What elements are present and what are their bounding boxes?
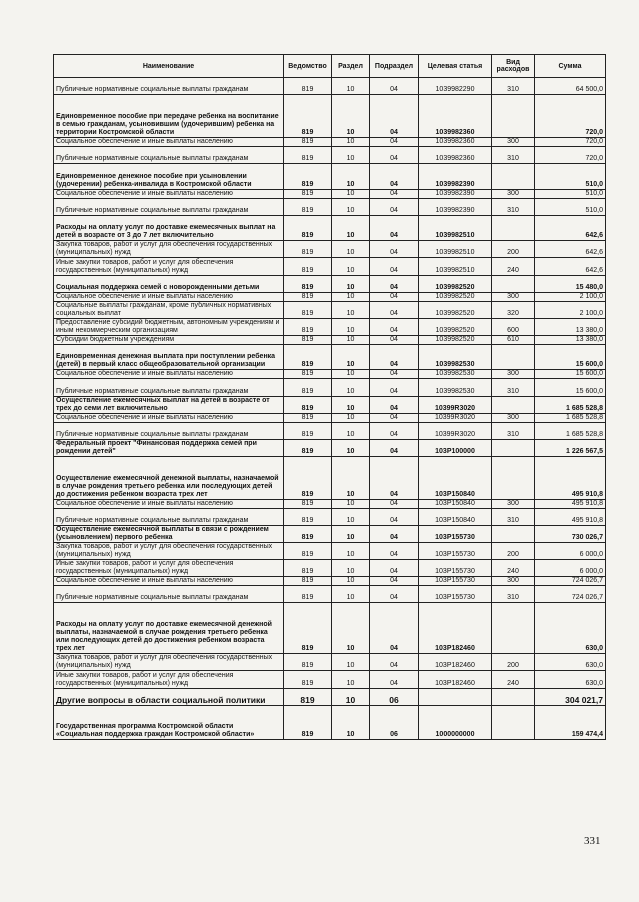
cell-razdel: 10 xyxy=(332,576,370,585)
cell-vid: 320 xyxy=(492,301,535,318)
cell-podrazdel: 04 xyxy=(370,292,419,301)
table-row xyxy=(54,499,606,508)
table-row xyxy=(54,292,606,301)
cell-name: Социальное обеспечение и иные выплаты населению xyxy=(54,499,284,508)
cell-vedomstvo: 819 xyxy=(284,370,332,379)
cell-razdel: 10 xyxy=(332,456,370,499)
cell-razdel: 10 xyxy=(332,705,370,739)
table-row xyxy=(54,344,606,370)
cell-name: Расходы на оплату услуг по доставке ежемесячных выплат на детей в возрасте от 3 до 7 лет включительно xyxy=(54,215,284,241)
cell-name: Осуществление ежемесячных выплат на детей в возрасте от трех до семи лет включительно xyxy=(54,396,284,413)
cell-vid: 610 xyxy=(492,335,535,344)
cell-target: 103P155730 xyxy=(419,542,492,559)
cell-vid: 200 xyxy=(492,241,535,258)
cell-name: Публичные нормативные социальные выплаты гражданам xyxy=(54,422,284,439)
cell-podrazdel: 04 xyxy=(370,95,419,138)
cell-podrazdel: 04 xyxy=(370,241,419,258)
cell-razdel: 10 xyxy=(332,413,370,422)
cell-vid: 300 xyxy=(492,370,535,379)
table-row xyxy=(54,576,606,585)
table-row xyxy=(54,422,606,439)
cell-summa: 1 226 567,5 xyxy=(535,439,606,456)
cell-name: Социальное обеспечение и иные выплаты населению xyxy=(54,413,284,422)
table-header-row xyxy=(54,55,606,78)
cell-name: Публичные нормативные социальные выплаты гражданам xyxy=(54,198,284,215)
cell-name: Единовременное пособие при передаче ребенка на воспитание в семью гражданам, усыновившим (удочерившим) ребенка на территории Костромской области xyxy=(54,95,284,138)
cell-target: 103P155730 xyxy=(419,525,492,542)
cell-name: Публичные нормативные социальные выплаты гражданам xyxy=(54,508,284,525)
cell-target: 1039982520 xyxy=(419,275,492,292)
cell-target: 1039982360 xyxy=(419,95,492,138)
cell-podrazdel: 04 xyxy=(370,137,419,146)
cell-vid: 300 xyxy=(492,413,535,422)
table-row xyxy=(54,335,606,344)
cell-podrazdel: 04 xyxy=(370,163,419,189)
header-vid: Вид расходов xyxy=(492,55,535,78)
cell-vedomstvo: 819 xyxy=(284,146,332,163)
cell-vid: 310 xyxy=(492,508,535,525)
table-row xyxy=(54,456,606,499)
cell-name: Закупка товаров, работ и услуг для обеспечения государственных (муниципальных) нужд xyxy=(54,241,284,258)
table-row xyxy=(54,78,606,95)
cell-summa: 510,0 xyxy=(535,198,606,215)
cell-vid xyxy=(492,95,535,138)
cell-podrazdel: 04 xyxy=(370,508,419,525)
cell-razdel: 10 xyxy=(332,559,370,576)
cell-vid: 300 xyxy=(492,292,535,301)
cell-name: Иные закупки товаров, работ и услуг для обеспечения государственных (муниципальных) нужд xyxy=(54,559,284,576)
header-razdel: Раздел xyxy=(332,55,370,78)
cell-razdel: 10 xyxy=(332,688,370,705)
cell-podrazdel: 04 xyxy=(370,422,419,439)
cell-razdel: 10 xyxy=(332,318,370,335)
cell-target: 103P100000 xyxy=(419,439,492,456)
header-name: Наименование xyxy=(54,55,284,78)
cell-target: 103P155730 xyxy=(419,559,492,576)
cell-razdel: 10 xyxy=(332,542,370,559)
table-row xyxy=(54,370,606,379)
cell-vid xyxy=(492,688,535,705)
cell-vid: 310 xyxy=(492,585,535,602)
cell-vedomstvo: 819 xyxy=(284,688,332,705)
cell-target: 1039982530 xyxy=(419,344,492,370)
table-row xyxy=(54,137,606,146)
cell-podrazdel: 04 xyxy=(370,456,419,499)
cell-summa: 15 600,0 xyxy=(535,344,606,370)
cell-vid: 240 xyxy=(492,258,535,275)
cell-podrazdel: 04 xyxy=(370,370,419,379)
header-target: Целевая статья xyxy=(419,55,492,78)
cell-summa: 1 685 528,8 xyxy=(535,396,606,413)
cell-vid xyxy=(492,163,535,189)
cell-razdel: 10 xyxy=(332,137,370,146)
budget-table xyxy=(53,54,606,740)
cell-target: 1039982520 xyxy=(419,335,492,344)
cell-razdel: 10 xyxy=(332,396,370,413)
cell-name: Публичные нормативные социальные выплаты гражданам xyxy=(54,585,284,602)
cell-razdel: 10 xyxy=(332,344,370,370)
table-row xyxy=(54,163,606,189)
cell-vedomstvo: 819 xyxy=(284,508,332,525)
table-row xyxy=(54,318,606,335)
table-row xyxy=(54,508,606,525)
cell-name: Социальное обеспечение и иные выплаты населению xyxy=(54,137,284,146)
cell-razdel: 10 xyxy=(332,335,370,344)
cell-vedomstvo: 819 xyxy=(284,542,332,559)
cell-vid xyxy=(492,275,535,292)
cell-razdel: 10 xyxy=(332,654,370,671)
table-row xyxy=(54,275,606,292)
cell-razdel: 10 xyxy=(332,292,370,301)
cell-vid: 200 xyxy=(492,654,535,671)
cell-vedomstvo: 819 xyxy=(284,422,332,439)
cell-target: 103P182460 xyxy=(419,654,492,671)
cell-podrazdel: 04 xyxy=(370,413,419,422)
cell-summa: 720,0 xyxy=(535,137,606,146)
table-row xyxy=(54,215,606,241)
cell-name: Социальное обеспечение и иные выплаты населению xyxy=(54,292,284,301)
cell-name: Социальная поддержка семей с новорожденными детьми xyxy=(54,275,284,292)
cell-podrazdel: 04 xyxy=(370,585,419,602)
cell-razdel: 10 xyxy=(332,78,370,95)
cell-vedomstvo: 819 xyxy=(284,163,332,189)
page-number: 331 xyxy=(584,835,601,847)
cell-summa: 15 600,0 xyxy=(535,379,606,396)
cell-summa: 724 026,7 xyxy=(535,576,606,585)
cell-vedomstvo: 819 xyxy=(284,439,332,456)
cell-razdel: 10 xyxy=(332,275,370,292)
cell-podrazdel: 04 xyxy=(370,439,419,456)
table-row xyxy=(54,189,606,198)
cell-razdel: 10 xyxy=(332,215,370,241)
cell-vid xyxy=(492,603,535,654)
cell-podrazdel: 04 xyxy=(370,146,419,163)
cell-summa: 13 380,0 xyxy=(535,335,606,344)
cell-razdel: 10 xyxy=(332,95,370,138)
cell-podrazdel: 04 xyxy=(370,379,419,396)
cell-vid xyxy=(492,396,535,413)
cell-summa: 1 685 528,8 xyxy=(535,422,606,439)
cell-vedomstvo: 819 xyxy=(284,413,332,422)
cell-vedomstvo: 819 xyxy=(284,215,332,241)
cell-target xyxy=(419,688,492,705)
cell-name: Федеральный проект "Финансовая поддержка семей при рождении детей" xyxy=(54,439,284,456)
cell-vid: 310 xyxy=(492,78,535,95)
cell-vedomstvo: 819 xyxy=(284,603,332,654)
cell-vedomstvo: 819 xyxy=(284,671,332,688)
cell-vedomstvo: 819 xyxy=(284,705,332,739)
cell-vedomstvo: 819 xyxy=(284,137,332,146)
cell-vedomstvo: 819 xyxy=(284,396,332,413)
cell-vedomstvo: 819 xyxy=(284,585,332,602)
cell-razdel: 10 xyxy=(332,422,370,439)
cell-name: Государственная программа Костромской области «Социальная поддержка граждан Костромской области» xyxy=(54,705,284,739)
cell-name: Расходы на оплату услуг по доставке ежемесячной денежной выплаты, назначаемой в случае рождения третьего ребенка или последующих детей до достижения ребенком возраста трех лет xyxy=(54,603,284,654)
cell-name: Закупка товаров, работ и услуг для обеспечения государственных (муниципальных) нужд xyxy=(54,654,284,671)
cell-vid: 300 xyxy=(492,576,535,585)
cell-vedomstvo: 819 xyxy=(284,275,332,292)
cell-podrazdel: 04 xyxy=(370,344,419,370)
cell-summa: 159 474,4 xyxy=(535,705,606,739)
cell-name: Социальные выплаты гражданам, кроме публичных нормативных социальных выплат xyxy=(54,301,284,318)
cell-name: Иные закупки товаров, работ и услуг для обеспечения государственных (муниципальных) нужд xyxy=(54,258,284,275)
table-body xyxy=(54,78,606,740)
cell-name: Закупка товаров, работ и услуг для обеспечения государственных (муниципальных) нужд xyxy=(54,542,284,559)
cell-vedomstvo: 819 xyxy=(284,301,332,318)
cell-summa: 6 000,0 xyxy=(535,542,606,559)
table-row xyxy=(54,705,606,739)
cell-target: 10399R3020 xyxy=(419,413,492,422)
cell-vedomstvo: 819 xyxy=(284,499,332,508)
cell-razdel: 10 xyxy=(332,189,370,198)
cell-target: 103P150840 xyxy=(419,456,492,499)
cell-name: Социальное обеспечение и иные выплаты населению xyxy=(54,189,284,198)
table-row xyxy=(54,525,606,542)
cell-summa: 495 910,8 xyxy=(535,499,606,508)
cell-vedomstvo: 819 xyxy=(284,379,332,396)
cell-razdel: 10 xyxy=(332,198,370,215)
cell-razdel: 10 xyxy=(332,525,370,542)
cell-vid: 200 xyxy=(492,542,535,559)
table-row xyxy=(54,146,606,163)
cell-podrazdel: 04 xyxy=(370,525,419,542)
cell-podrazdel: 04 xyxy=(370,576,419,585)
cell-name: Осуществление ежемесячной денежной выплаты, назначаемой в случае рождения третьего ребенка или последующих детей до достижения ребенком возраста трех лет xyxy=(54,456,284,499)
cell-name: Другие вопросы в области социальной политики xyxy=(54,688,284,705)
cell-summa: 642,6 xyxy=(535,258,606,275)
cell-summa: 1 685 528,8 xyxy=(535,413,606,422)
cell-target: 1039982510 xyxy=(419,215,492,241)
cell-summa: 2 100,0 xyxy=(535,301,606,318)
cell-podrazdel: 04 xyxy=(370,396,419,413)
cell-summa: 495 910,8 xyxy=(535,456,606,499)
cell-podrazdel: 04 xyxy=(370,542,419,559)
table-row xyxy=(54,603,606,654)
cell-vedomstvo: 819 xyxy=(284,95,332,138)
cell-vedomstvo: 819 xyxy=(284,78,332,95)
cell-razdel: 10 xyxy=(332,499,370,508)
cell-summa: 724 026,7 xyxy=(535,585,606,602)
cell-vedomstvo: 819 xyxy=(284,456,332,499)
cell-razdel: 10 xyxy=(332,163,370,189)
cell-vedomstvo: 819 xyxy=(284,559,332,576)
cell-summa: 630,0 xyxy=(535,654,606,671)
cell-podrazdel: 04 xyxy=(370,671,419,688)
cell-podrazdel: 04 xyxy=(370,78,419,95)
table-row xyxy=(54,559,606,576)
cell-target: 103P155730 xyxy=(419,585,492,602)
table-row xyxy=(54,671,606,688)
cell-podrazdel: 04 xyxy=(370,215,419,241)
cell-summa: 642,6 xyxy=(535,215,606,241)
cell-vedomstvo: 819 xyxy=(284,525,332,542)
cell-summa: 2 100,0 xyxy=(535,292,606,301)
cell-vid: 300 xyxy=(492,499,535,508)
cell-razdel: 10 xyxy=(332,671,370,688)
cell-name: Субсидии бюджетным учреждениям xyxy=(54,335,284,344)
table-row xyxy=(54,413,606,422)
cell-razdel: 10 xyxy=(332,301,370,318)
cell-vid: 300 xyxy=(492,137,535,146)
cell-target: 103P155730 xyxy=(419,576,492,585)
cell-razdel: 10 xyxy=(332,370,370,379)
cell-summa: 720,0 xyxy=(535,146,606,163)
cell-vid: 600 xyxy=(492,318,535,335)
cell-podrazdel: 04 xyxy=(370,275,419,292)
cell-name: Социальное обеспечение и иные выплаты населению xyxy=(54,370,284,379)
cell-name: Единовременное денежное пособие при усыновлении (удочерении) ребенка-инвалида в Костромской области xyxy=(54,163,284,189)
table-row xyxy=(54,198,606,215)
cell-target: 10399R3020 xyxy=(419,422,492,439)
cell-vedomstvo: 819 xyxy=(284,258,332,275)
cell-target: 1039982390 xyxy=(419,163,492,189)
cell-razdel: 10 xyxy=(332,585,370,602)
cell-razdel: 10 xyxy=(332,439,370,456)
cell-summa: 64 500,0 xyxy=(535,78,606,95)
cell-razdel: 10 xyxy=(332,146,370,163)
cell-vid xyxy=(492,439,535,456)
cell-summa: 495 910,8 xyxy=(535,508,606,525)
cell-razdel: 10 xyxy=(332,241,370,258)
cell-target: 103P150840 xyxy=(419,508,492,525)
cell-vid: 310 xyxy=(492,422,535,439)
header-summa: Сумма xyxy=(535,55,606,78)
table-row xyxy=(54,439,606,456)
cell-target: 103P150840 xyxy=(419,499,492,508)
cell-name: Предоставление субсидий бюджетным, автономным учреждениям и иным некоммерческим организациям xyxy=(54,318,284,335)
cell-vedomstvo: 819 xyxy=(284,241,332,258)
cell-vid: 310 xyxy=(492,379,535,396)
table-row xyxy=(54,258,606,275)
cell-vedomstvo: 819 xyxy=(284,318,332,335)
cell-vedomstvo: 819 xyxy=(284,344,332,370)
cell-target: 1000000000 xyxy=(419,705,492,739)
cell-summa: 304 021,7 xyxy=(535,688,606,705)
cell-target: 1039982520 xyxy=(419,292,492,301)
cell-podrazdel: 04 xyxy=(370,559,419,576)
cell-target: 1039982360 xyxy=(419,137,492,146)
cell-target: 103P182460 xyxy=(419,671,492,688)
cell-vid xyxy=(492,525,535,542)
cell-target: 1039982390 xyxy=(419,189,492,198)
cell-target: 1039982360 xyxy=(419,146,492,163)
cell-name: Публичные нормативные социальные выплаты гражданам xyxy=(54,146,284,163)
cell-name: Осуществление ежемесячной выплаты в связи с рождением (усыновлением) первого ребенка xyxy=(54,525,284,542)
cell-name: Иные закупки товаров, работ и услуг для обеспечения государственных (муниципальных) нужд xyxy=(54,671,284,688)
cell-podrazdel: 04 xyxy=(370,335,419,344)
table-row xyxy=(54,688,606,705)
cell-summa: 6 000,0 xyxy=(535,559,606,576)
cell-vid: 240 xyxy=(492,671,535,688)
table-row xyxy=(54,379,606,396)
cell-target: 1039982510 xyxy=(419,241,492,258)
cell-podrazdel: 04 xyxy=(370,318,419,335)
cell-razdel: 10 xyxy=(332,603,370,654)
cell-vid xyxy=(492,456,535,499)
cell-razdel: 10 xyxy=(332,258,370,275)
table-row xyxy=(54,95,606,138)
cell-summa: 510,0 xyxy=(535,163,606,189)
cell-vid xyxy=(492,705,535,739)
cell-podrazdel: 04 xyxy=(370,258,419,275)
cell-podrazdel: 06 xyxy=(370,705,419,739)
cell-vid: 310 xyxy=(492,146,535,163)
cell-podrazdel: 04 xyxy=(370,499,419,508)
cell-target: 1039982520 xyxy=(419,301,492,318)
cell-summa: 630,0 xyxy=(535,603,606,654)
cell-target: 10399R3020 xyxy=(419,396,492,413)
cell-target: 1039982530 xyxy=(419,379,492,396)
cell-summa: 720,0 xyxy=(535,95,606,138)
cell-target: 1039982530 xyxy=(419,370,492,379)
cell-vedomstvo: 819 xyxy=(284,335,332,344)
cell-summa: 642,6 xyxy=(535,241,606,258)
cell-podrazdel: 04 xyxy=(370,603,419,654)
cell-vedomstvo: 819 xyxy=(284,576,332,585)
cell-podrazdel: 04 xyxy=(370,198,419,215)
cell-name: Публичные нормативные социальные выплаты гражданам xyxy=(54,78,284,95)
cell-summa: 13 380,0 xyxy=(535,318,606,335)
cell-podrazdel: 04 xyxy=(370,301,419,318)
cell-name: Единовременная денежная выплата при поступлении ребенка (детей) в первый класс общеобразовательной организации xyxy=(54,344,284,370)
cell-target: 1039982290 xyxy=(419,78,492,95)
table-row xyxy=(54,396,606,413)
cell-razdel: 10 xyxy=(332,379,370,396)
cell-vedomstvo: 819 xyxy=(284,198,332,215)
cell-razdel: 10 xyxy=(332,508,370,525)
cell-summa: 15 600,0 xyxy=(535,370,606,379)
cell-summa: 630,0 xyxy=(535,671,606,688)
cell-podrazdel: 06 xyxy=(370,688,419,705)
cell-name: Социальное обеспечение и иные выплаты населению xyxy=(54,576,284,585)
cell-target: 1039982390 xyxy=(419,198,492,215)
cell-target: 1039982520 xyxy=(419,318,492,335)
cell-vid: 310 xyxy=(492,198,535,215)
cell-vedomstvo: 819 xyxy=(284,189,332,198)
table-row xyxy=(54,301,606,318)
cell-vid xyxy=(492,215,535,241)
cell-vid xyxy=(492,344,535,370)
cell-podrazdel: 04 xyxy=(370,654,419,671)
cell-vedomstvo: 819 xyxy=(284,654,332,671)
cell-summa: 730 026,7 xyxy=(535,525,606,542)
cell-summa: 510,0 xyxy=(535,189,606,198)
cell-podrazdel: 04 xyxy=(370,189,419,198)
table-row xyxy=(54,241,606,258)
table-row xyxy=(54,585,606,602)
table-row xyxy=(54,542,606,559)
cell-vid: 300 xyxy=(492,189,535,198)
header-vedomstvo: Ведомство xyxy=(284,55,332,78)
cell-summa: 15 480,0 xyxy=(535,275,606,292)
cell-vedomstvo: 819 xyxy=(284,292,332,301)
header-podrazdel: Подраздел xyxy=(370,55,419,78)
cell-target: 103P182460 xyxy=(419,603,492,654)
cell-target: 1039982510 xyxy=(419,258,492,275)
cell-vid: 240 xyxy=(492,559,535,576)
cell-name: Публичные нормативные социальные выплаты гражданам xyxy=(54,379,284,396)
table-row xyxy=(54,654,606,671)
